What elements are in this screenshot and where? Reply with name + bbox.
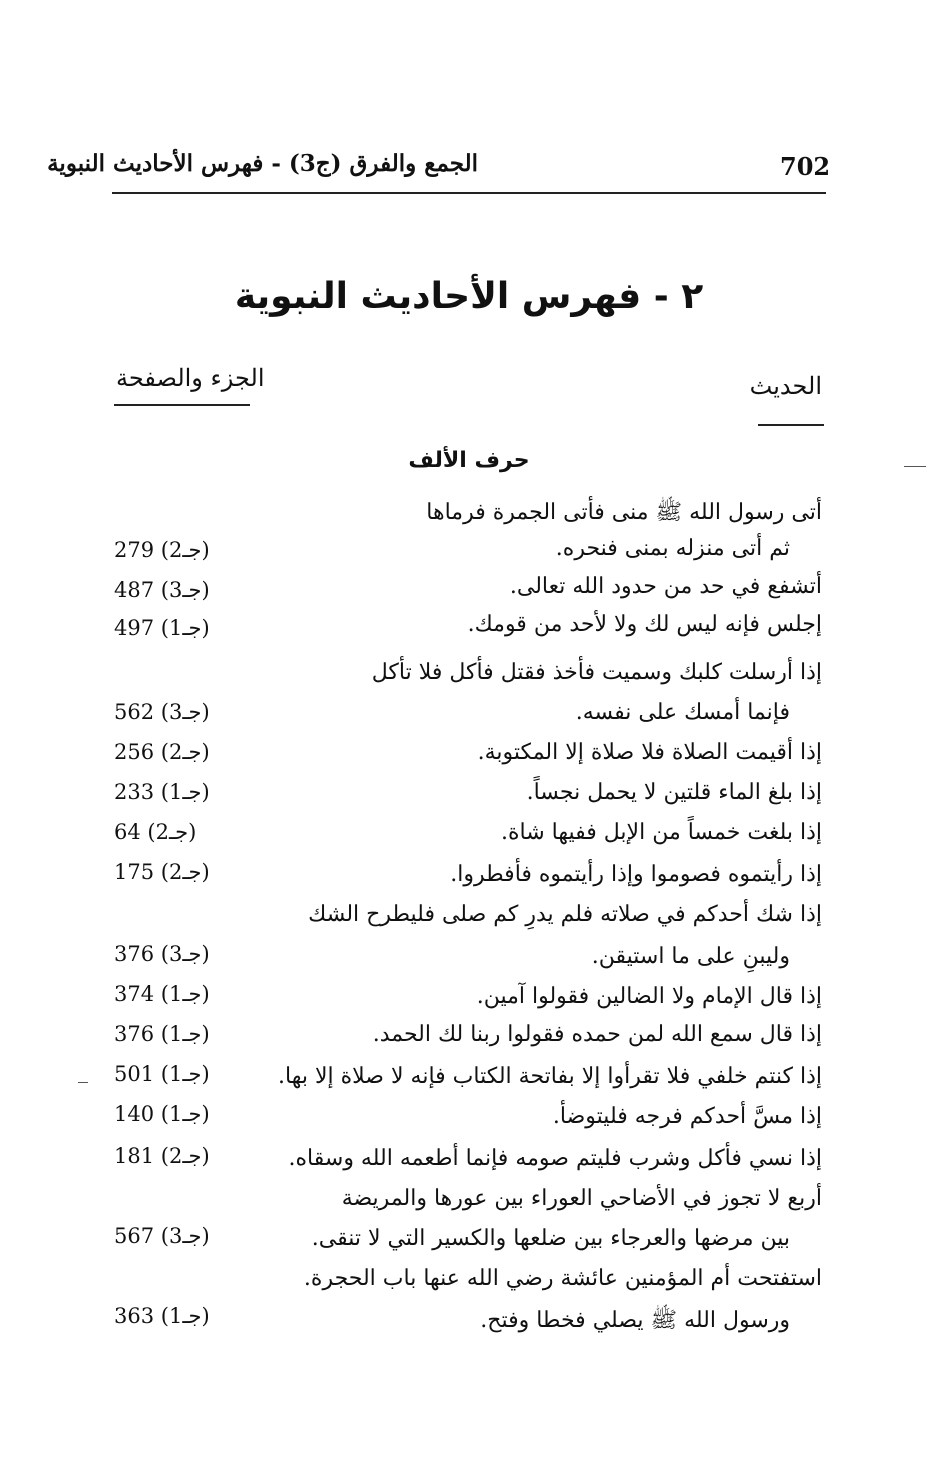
hadith-line: إذا مسَّ أحدكم فرجه فليتوضأ. bbox=[552, 1104, 822, 1129]
volume-page-ref: 501 (جـ1) bbox=[114, 1062, 210, 1086]
hadith-line: إذا بلغت خمساً من الإبل ففيها شاة. bbox=[500, 820, 822, 845]
section-heading: حرف الألف bbox=[408, 448, 530, 473]
volume-page-ref: 376 (جـ1) bbox=[114, 1022, 210, 1046]
hadith-line: إذا أقيمت الصلاة فلا صلاة إلا المكتوبة. bbox=[477, 740, 822, 765]
hadith-line: إذا نسي فأكل وشرب فليتم صومه فإنما أطعمه الله وسقاه. bbox=[288, 1146, 822, 1171]
volume-page-ref: 175 (جـ2) bbox=[114, 860, 210, 884]
volume-page-ref: 279 (جـ2) bbox=[114, 538, 210, 562]
hadith-line: ورسول الله ﷺ يصلي فخطا وفتح. bbox=[480, 1308, 790, 1333]
volume-page-ref: 181 (جـ2) bbox=[114, 1144, 210, 1168]
hadith-line: أتى رسول الله ﷺ منى فأتى الجمرة فرماها bbox=[426, 500, 822, 525]
hadith-line: فإنما أمسك على نفسه. bbox=[575, 700, 790, 725]
page-number: 702 bbox=[780, 152, 831, 181]
volume-page-ref: 376 (جـ3) bbox=[114, 942, 210, 966]
hadith-line: أربع لا تجوز في الأضاحي العوراء بين عورها والمريضة bbox=[341, 1186, 822, 1211]
scan-speck bbox=[904, 466, 926, 467]
column-heading-underline bbox=[114, 404, 250, 406]
column-heading-hadith: الحديث bbox=[749, 372, 822, 400]
hadith-line: إذا رأيتموه فصوموا وإذا رأيتموه فأفطروا. bbox=[450, 862, 822, 887]
volume-page-ref: 140 (جـ1) bbox=[114, 1102, 210, 1126]
hadith-line: ثم أتى منزله بمنى فنحره. bbox=[555, 536, 790, 561]
running-title: الجمع والفرق (ج3) - فهرس الأحاديث النبوية bbox=[47, 150, 478, 177]
scan-speck bbox=[78, 1082, 88, 1083]
hadith-line: أتشفع في حد من حدود الله تعالى. bbox=[509, 574, 822, 599]
header-rule bbox=[112, 192, 826, 194]
hadith-line: وليبنِ على ما استيقن. bbox=[591, 944, 790, 969]
column-heading-underline bbox=[758, 424, 824, 426]
volume-page-ref: 233 (جـ1) bbox=[114, 780, 210, 804]
hadith-line: إذا كنتم خلفي فلا تقرأوا إلا بفاتحة الكتاب فإنه لا صلاة إلا بها. bbox=[278, 1064, 822, 1089]
hadith-line: إذا قال الإمام ولا الضالين فقولوا آمين. bbox=[476, 984, 822, 1009]
hadith-line: إذا شك أحدكم في صلاته فلم يدرِ كم صلى فليطرح الشك bbox=[308, 902, 822, 927]
volume-page-ref: 562 (جـ3) bbox=[114, 700, 210, 724]
volume-page-ref: 487 (جـ3) bbox=[114, 578, 210, 602]
volume-page-ref: 64 (جـ2) bbox=[114, 820, 197, 844]
volume-page-ref: 374 (جـ1) bbox=[114, 982, 210, 1006]
hadith-line: إذا بلغ الماء قلتين لا يحمل نجساً. bbox=[526, 780, 822, 805]
hadith-line: إجلس فإنه ليس لك ولا لأحد من قومك. bbox=[467, 612, 822, 637]
volume-page-ref: 256 (جـ2) bbox=[114, 740, 210, 764]
hadith-line: استفتحت أم المؤمنين عائشة رضي الله عنها باب الحجرة. bbox=[303, 1266, 822, 1291]
volume-page-ref: 497 (جـ1) bbox=[114, 616, 210, 640]
volume-page-ref: 363 (جـ1) bbox=[114, 1304, 210, 1328]
volume-page-ref: 567 (جـ3) bbox=[114, 1224, 210, 1248]
column-heading-volume-page: الجزء والصفحة bbox=[116, 364, 265, 392]
hadith-line: إذا قال سمع الله لمن حمده فقولوا ربنا لك الحمد. bbox=[372, 1022, 822, 1047]
hadith-line: بين مرضها والعرجاء بين ضلعها والكسير التي لا تنقى. bbox=[311, 1226, 790, 1251]
chapter-title: ٢ - فهرس الأحاديث النبوية bbox=[234, 276, 704, 317]
hadith-line: إذا أرسلت كلبك وسميت فأخذ فقتل فأكل فلا تأكل bbox=[371, 660, 822, 685]
